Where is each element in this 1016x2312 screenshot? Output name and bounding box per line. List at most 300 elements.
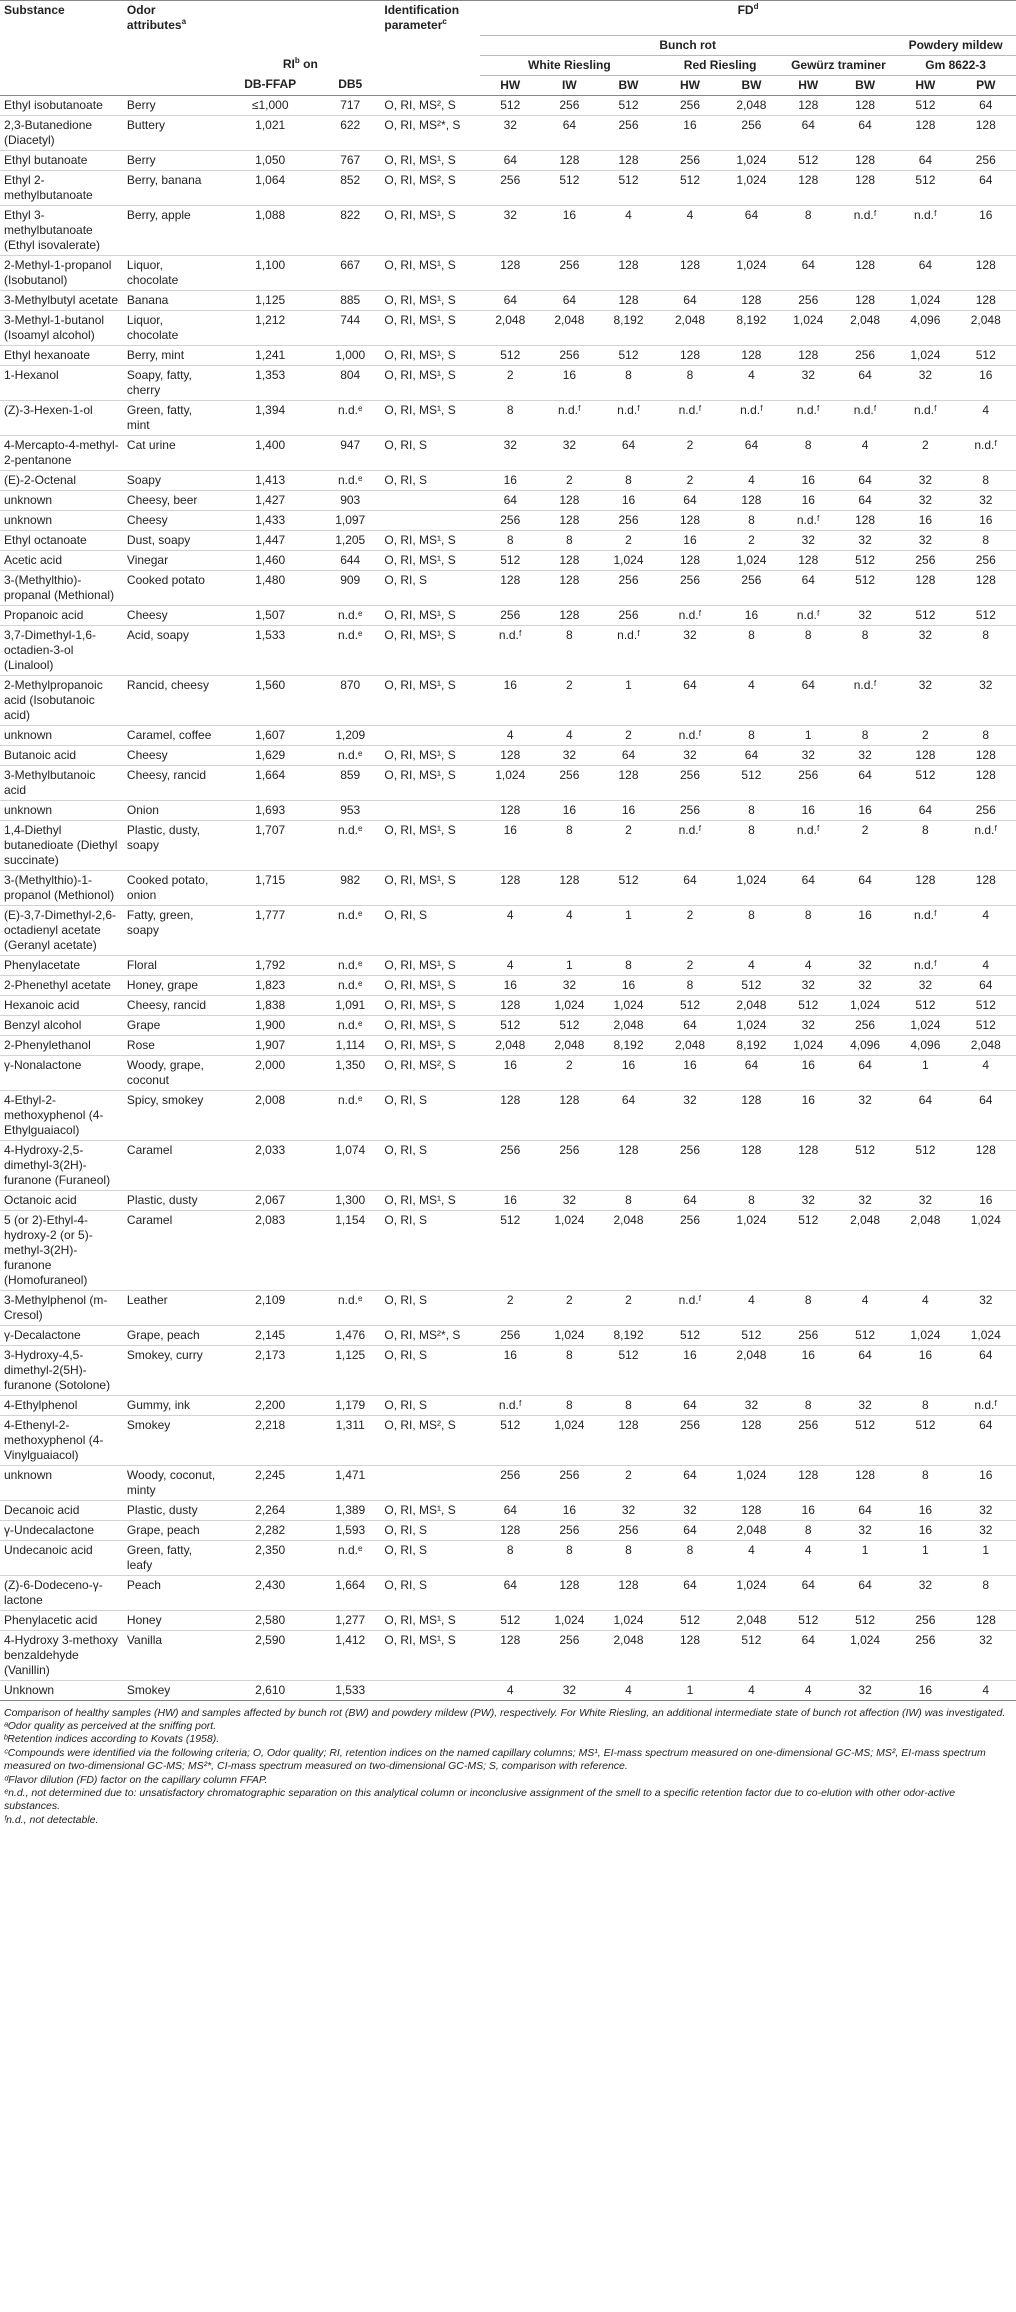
- fd-value-cell: 1,024: [835, 995, 895, 1015]
- fd-value-cell: 4: [782, 1540, 835, 1575]
- fd-value-cell: 512: [721, 1325, 781, 1345]
- fd-value-cell: 128: [480, 800, 540, 820]
- odor-cell: Caramel: [123, 1140, 220, 1190]
- ri-db5-cell: 903: [320, 490, 380, 510]
- fd-value-cell: 2: [540, 470, 598, 490]
- ri-ffap-cell: 1,560: [220, 675, 320, 725]
- ri-db5-cell: 1,300: [320, 1190, 380, 1210]
- fd-value-cell: 16: [540, 365, 598, 400]
- fd-value-cell: 64: [835, 765, 895, 800]
- fd-value-cell: 512: [659, 1325, 722, 1345]
- fd-value-cell: 2: [721, 530, 781, 550]
- fd-value-cell: 1: [659, 1680, 722, 1700]
- fd-value-cell: 4: [956, 905, 1016, 955]
- odor-cell: Cheesy, rancid: [123, 995, 220, 1015]
- header-bunch-rot: Bunch rot: [480, 35, 895, 55]
- fd-value-cell: 16: [480, 820, 540, 870]
- table-row: [0, 995, 1016, 1015]
- fd-value-cell: 512: [956, 605, 1016, 625]
- identification-cell: O, RI, MS¹, S: [380, 310, 480, 345]
- fd-value-cell: 512: [540, 170, 598, 205]
- fd-value-cell: 16: [480, 1055, 540, 1090]
- fd-value-cell: 512: [659, 170, 722, 205]
- ri-db5-cell: 909: [320, 570, 380, 605]
- table-row: [0, 1680, 1016, 1700]
- fd-value-cell: 1,024: [598, 995, 658, 1015]
- fd-value-cell: 64: [659, 290, 722, 310]
- fd-value-cell: 8: [598, 470, 658, 490]
- odor-cell: Spicy, smokey: [123, 1090, 220, 1140]
- ri-db5-cell: n.d.ᵉ: [320, 1540, 380, 1575]
- fd-value-cell: 8: [659, 1540, 722, 1575]
- fd-value-cell: 128: [721, 1090, 781, 1140]
- fd-value-cell: 64: [782, 1630, 835, 1680]
- fd-value-cell: 128: [598, 150, 658, 170]
- odor-cell: Caramel, coffee: [123, 725, 220, 745]
- fd-value-cell: 512: [598, 170, 658, 205]
- fd-value-cell: 4: [480, 955, 540, 975]
- identification-cell: [380, 800, 480, 820]
- fd-value-cell: 32: [659, 1090, 722, 1140]
- fd-value-cell: 1: [895, 1540, 955, 1575]
- fd-value-cell: 2: [598, 530, 658, 550]
- fd-value-cell: 512: [835, 1325, 895, 1345]
- ri-ffap-cell: 1,064: [220, 170, 320, 205]
- identification-cell: O, RI, MS¹, S: [380, 955, 480, 975]
- odor-cell: Rancid, cheesy: [123, 675, 220, 725]
- table-row: [0, 1520, 1016, 1540]
- odor-cell: Cheesy: [123, 745, 220, 765]
- table-row: [0, 1140, 1016, 1190]
- table-row: [0, 800, 1016, 820]
- fd-value-cell: 64: [659, 1465, 722, 1500]
- fd-value-cell: 32: [835, 1395, 895, 1415]
- table-row: [0, 400, 1016, 435]
- substance-cell: (E)-2-Octenal: [0, 470, 123, 490]
- fd-value-cell: 2,048: [598, 1630, 658, 1680]
- identification-cell: O, RI, MS², S: [380, 95, 480, 115]
- fd-value-cell: 16: [782, 800, 835, 820]
- ri-ffap-cell: 1,050: [220, 150, 320, 170]
- fd-value-cell: 256: [540, 1630, 598, 1680]
- fd-value-cell: 128: [480, 870, 540, 905]
- header-red-riesling: Red Riesling: [659, 55, 782, 75]
- fd-value-cell: 2,048: [598, 1015, 658, 1035]
- odor-cell: Onion: [123, 800, 220, 820]
- fd-value-cell: 128: [721, 290, 781, 310]
- fd-value-cell: 4: [721, 955, 781, 975]
- fd-value-cell: 32: [895, 365, 955, 400]
- table-row: [0, 490, 1016, 510]
- footnote: ᶜCompounds were identified via the following criteria; O, Odor quality; RI, retention indices on the named capillary columns; MS¹, EI-mass spectrum measured on one-dimensional GC-MS; MS², EI-mass spectrum measured on two-dimensional GC-MS; MS²*, CI-mass spectrum measured on two-dimensional GC-MS; S, comparison with reference.: [4, 1746, 986, 1773]
- substance-cell: Octanoic acid: [0, 1190, 123, 1210]
- identification-cell: O, RI, S: [380, 1290, 480, 1325]
- identification-cell: O, RI, MS²*, S: [380, 1325, 480, 1345]
- substance-cell: 3-Hydroxy-4,5-dimethyl-2(5H)-furanone (Sotolone): [0, 1345, 123, 1395]
- fd-value-cell: 2,048: [721, 1610, 781, 1630]
- fd-value-cell: 64: [895, 255, 955, 290]
- ri-ffap-cell: 1,125: [220, 290, 320, 310]
- table-row: [0, 1540, 1016, 1575]
- table-row: [0, 345, 1016, 365]
- ri-ffap-cell: 2,580: [220, 1610, 320, 1630]
- fd-value-cell: 1: [540, 955, 598, 975]
- fd-value-cell: 1,024: [598, 1610, 658, 1630]
- identification-cell: O, RI, MS¹, S: [380, 625, 480, 675]
- odor-cell: Smokey: [123, 1680, 220, 1700]
- ri-ffap-cell: 1,664: [220, 765, 320, 800]
- odor-cell: Plastic, dusty: [123, 1190, 220, 1210]
- fd-value-cell: 8: [480, 400, 540, 435]
- fd-value-cell: 2: [659, 955, 722, 975]
- ri-db5-cell: n.d.ᵉ: [320, 470, 380, 490]
- table-row: [0, 820, 1016, 870]
- fd-value-cell: n.d.ᶠ: [659, 1290, 722, 1325]
- ri-db5-cell: 1,350: [320, 1055, 380, 1090]
- fd-value-cell: 2,048: [598, 1210, 658, 1290]
- fd-value-cell: 8: [721, 1190, 781, 1210]
- substance-cell: Ethyl isobutanoate: [0, 95, 123, 115]
- ri-db5-cell: n.d.ᵉ: [320, 400, 380, 435]
- identification-cell: O, RI, S: [380, 1575, 480, 1610]
- fd-value-cell: 128: [895, 115, 955, 150]
- fd-value-cell: 8,192: [598, 310, 658, 345]
- ri-ffap-cell: 1,907: [220, 1035, 320, 1055]
- table-row: [0, 290, 1016, 310]
- fd-value-cell: 256: [659, 1210, 722, 1290]
- odor-cell: Berry, mint: [123, 345, 220, 365]
- ri-ffap-cell: ≤1,000: [220, 95, 320, 115]
- identification-cell: [380, 1465, 480, 1500]
- fd-value-cell: 256: [956, 150, 1016, 170]
- fd-value-cell: 128: [480, 995, 540, 1015]
- fd-value-cell: 2: [835, 820, 895, 870]
- fd-value-cell: 64: [480, 1575, 540, 1610]
- ri-ffap-cell: 1,838: [220, 995, 320, 1015]
- odor-cell: Liquor, chocolate: [123, 310, 220, 345]
- fd-value-cell: 512: [782, 150, 835, 170]
- fd-value-cell: 2,048: [480, 1035, 540, 1055]
- odor-cell: Peach: [123, 1575, 220, 1610]
- fd-value-cell: 64: [956, 95, 1016, 115]
- header-white-riesling: White Riesling: [480, 55, 659, 75]
- odor-cell: Leather: [123, 1290, 220, 1325]
- ri-db5-cell: n.d.ᵉ: [320, 905, 380, 955]
- fd-value-cell: 16: [598, 490, 658, 510]
- identification-cell: O, RI, MS¹, S: [380, 150, 480, 170]
- substance-cell: Unknown: [0, 1680, 123, 1700]
- fd-value-cell: 8: [598, 1395, 658, 1415]
- table-row: [0, 1035, 1016, 1055]
- odor-cell: Woody, grape, coconut: [123, 1055, 220, 1090]
- odor-cell: Honey: [123, 1610, 220, 1630]
- fd-value-cell: 8,192: [598, 1325, 658, 1345]
- fd-value-cell: 64: [659, 675, 722, 725]
- ri-db5-cell: 1,664: [320, 1575, 380, 1610]
- fd-value-cell: 16: [721, 605, 781, 625]
- fd-value-cell: 4: [480, 905, 540, 955]
- fd-value-cell: n.d.ᶠ: [659, 820, 722, 870]
- table-row: [0, 1210, 1016, 1290]
- fd-value-cell: 512: [540, 1015, 598, 1035]
- fd-value-cell: 8: [895, 1465, 955, 1500]
- footnote: ᶠn.d., not detectable.: [4, 1813, 99, 1826]
- substance-cell: Acetic acid: [0, 550, 123, 570]
- fd-value-cell: 128: [598, 1415, 658, 1465]
- ri-db5-cell: n.d.ᵉ: [320, 1090, 380, 1140]
- fd-value-cell: 8: [721, 800, 781, 820]
- fd-value-cell: 256: [835, 1015, 895, 1035]
- ri-db5-cell: n.d.ᵉ: [320, 1015, 380, 1035]
- fd-value-cell: 128: [956, 1610, 1016, 1630]
- odor-cell: Soapy: [123, 470, 220, 490]
- identification-cell: O, RI, MS¹, S: [380, 290, 480, 310]
- substance-cell: Butanoic acid: [0, 745, 123, 765]
- ri-ffap-cell: 1,900: [220, 1015, 320, 1035]
- fd-value-cell: 512: [895, 995, 955, 1015]
- identification-cell: O, RI, MS¹, S: [380, 1035, 480, 1055]
- fd-value-cell: 256: [540, 1140, 598, 1190]
- fd-value-cell: 4: [659, 205, 722, 255]
- fd-value-cell: 1: [835, 1540, 895, 1575]
- fd-value-cell: 512: [480, 550, 540, 570]
- table-row: [0, 745, 1016, 765]
- fd-value-cell: 64: [835, 365, 895, 400]
- fd-value-cell: 1,024: [721, 1210, 781, 1290]
- fd-value-cell: 512: [659, 1610, 722, 1630]
- table-row: [0, 1290, 1016, 1325]
- fd-value-cell: n.d.ᶠ: [598, 625, 658, 675]
- fd-value-cell: 1,024: [895, 290, 955, 310]
- fd-value-cell: 4: [721, 675, 781, 725]
- table-row: [0, 1575, 1016, 1610]
- substance-cell: γ-Undecalactone: [0, 1520, 123, 1540]
- ri-ffap-cell: 2,218: [220, 1415, 320, 1465]
- footnote: ᵇRetention indices according to Kovats (1958).: [4, 1733, 220, 1746]
- table-row: [0, 1500, 1016, 1520]
- identification-cell: O, RI, MS², S: [380, 1415, 480, 1465]
- substance-cell: Undecanoic acid: [0, 1540, 123, 1575]
- fd-value-cell: 2,048: [540, 1035, 598, 1055]
- identification-cell: O, RI, S: [380, 1140, 480, 1190]
- fd-value-cell: 256: [721, 115, 781, 150]
- fd-value-cell: 32: [956, 490, 1016, 510]
- table-row: [0, 365, 1016, 400]
- fd-value-cell: 16: [480, 470, 540, 490]
- fd-value-cell: 256: [782, 765, 835, 800]
- identification-cell: O, RI, MS¹, S: [380, 765, 480, 800]
- odor-cell: Berry: [123, 150, 220, 170]
- fd-value-cell: 512: [598, 345, 658, 365]
- identification-cell: O, RI, MS¹, S: [380, 1630, 480, 1680]
- ri-ffap-cell: 1,480: [220, 570, 320, 605]
- identification-cell: O, RI, S: [380, 1395, 480, 1415]
- fd-value-cell: 8: [659, 975, 722, 995]
- fd-value-cell: 512: [956, 345, 1016, 365]
- identification-cell: O, RI, MS¹, S: [380, 345, 480, 365]
- header-db5: DB5: [338, 77, 363, 91]
- header-powdery-mildew: Powdery mildew: [895, 35, 1016, 55]
- substance-cell: 5 (or 2)-Ethyl-4-hydroxy-2 (or 5)-methyl-3(2H)-furanone (Homofuraneol): [0, 1210, 123, 1290]
- fd-value-cell: 128: [721, 490, 781, 510]
- fd-value-cell: 1: [956, 1540, 1016, 1575]
- ri-ffap-cell: 2,173: [220, 1345, 320, 1395]
- fd-value-cell: 4: [721, 1290, 781, 1325]
- fd-value-cell: n.d.ᶠ: [895, 955, 955, 975]
- fd-value-cell: n.d.ᶠ: [659, 725, 722, 745]
- fd-value-cell: 4: [782, 955, 835, 975]
- odor-cell: Floral: [123, 955, 220, 975]
- table-row: [0, 1055, 1016, 1090]
- fd-value-cell: 32: [782, 745, 835, 765]
- ri-ffap-cell: 1,823: [220, 975, 320, 995]
- fd-value-cell: 64: [782, 115, 835, 150]
- fd-value-cell: 16: [956, 365, 1016, 400]
- fd-value-cell: 1,024: [956, 1325, 1016, 1345]
- ri-db5-cell: 1,593: [320, 1520, 380, 1540]
- fd-value-cell: 16: [782, 1345, 835, 1395]
- fd-value-cell: 2: [540, 1055, 598, 1090]
- fd-value-cell: 1,024: [540, 995, 598, 1015]
- fd-value-cell: 4,096: [835, 1035, 895, 1055]
- substance-cell: 3,7-Dimethyl-1,6-octadien-3-ol (Linalool): [0, 625, 123, 675]
- fd-value-cell: 128: [598, 765, 658, 800]
- ri-ffap-cell: 2,145: [220, 1325, 320, 1345]
- substance-cell: 4-Hydroxy 3-methoxy benzaldehyde (Vanillin): [0, 1630, 123, 1680]
- fd-value-cell: 32: [956, 1500, 1016, 1520]
- odor-cell: Grape, peach: [123, 1325, 220, 1345]
- fd-value-cell: 512: [480, 1610, 540, 1630]
- fd-value-cell: 1,024: [721, 1465, 781, 1500]
- fd-value-cell: 128: [721, 1500, 781, 1520]
- ri-db5-cell: 1,389: [320, 1500, 380, 1520]
- fd-value-cell: 16: [835, 905, 895, 955]
- fd-value-cell: 128: [480, 1090, 540, 1140]
- fd-value-cell: 128: [895, 745, 955, 765]
- fd-value-cell: 64: [956, 1415, 1016, 1465]
- fd-value-cell: 32: [782, 530, 835, 550]
- fd-value-cell: 64: [835, 490, 895, 510]
- fd-value-cell: 1: [598, 905, 658, 955]
- fd-value-cell: 8: [956, 725, 1016, 745]
- identification-cell: O, RI, MS¹, S: [380, 1190, 480, 1210]
- fd-value-cell: 8,192: [598, 1035, 658, 1055]
- table-row: [0, 1190, 1016, 1210]
- fd-value-cell: n.d.ᶠ: [480, 625, 540, 675]
- fd-value-cell: 256: [598, 605, 658, 625]
- fd-value-cell: 256: [895, 1610, 955, 1630]
- fd-value-cell: 2: [598, 725, 658, 745]
- ri-ffap-cell: 2,590: [220, 1630, 320, 1680]
- fd-value-cell: 512: [782, 1210, 835, 1290]
- fd-value-cell: 16: [540, 800, 598, 820]
- identification-cell: O, RI, S: [380, 1210, 480, 1290]
- fd-value-cell: 32: [480, 205, 540, 255]
- ri-ffap-cell: 1,460: [220, 550, 320, 570]
- fd-value-cell: 8: [895, 1395, 955, 1415]
- ri-ffap-cell: 1,533: [220, 625, 320, 675]
- odor-cell: Cheesy, rancid: [123, 765, 220, 800]
- fd-value-cell: 8: [721, 725, 781, 745]
- header-hw: HW: [915, 77, 936, 92]
- fd-value-cell: 16: [895, 1520, 955, 1540]
- fd-value-cell: 1,024: [540, 1415, 598, 1465]
- table-row: [0, 1325, 1016, 1345]
- fd-value-cell: 32: [895, 1575, 955, 1610]
- fd-value-cell: 1,024: [480, 765, 540, 800]
- fd-value-cell: 2,048: [835, 310, 895, 345]
- substance-cell: unknown: [0, 490, 123, 510]
- header-hw: HW: [679, 77, 700, 92]
- fd-value-cell: 128: [721, 345, 781, 365]
- fd-value-cell: 16: [956, 510, 1016, 530]
- fd-value-cell: 4: [721, 365, 781, 400]
- fd-value-cell: 16: [540, 205, 598, 255]
- fd-value-cell: 128: [721, 1140, 781, 1190]
- fd-value-cell: 64: [895, 800, 955, 820]
- fd-value-cell: 8: [956, 625, 1016, 675]
- fd-value-cell: 512: [835, 1610, 895, 1630]
- fd-value-cell: 64: [659, 490, 722, 510]
- table-row: [0, 1630, 1016, 1680]
- substance-cell: unknown: [0, 510, 123, 530]
- table-row: [0, 470, 1016, 490]
- fd-value-cell: 32: [782, 1190, 835, 1210]
- ri-db5-cell: 1,277: [320, 1610, 380, 1630]
- fd-value-cell: 512: [835, 1140, 895, 1190]
- fd-value-cell: 256: [480, 1140, 540, 1190]
- table-row: [0, 675, 1016, 725]
- fd-value-cell: 128: [956, 290, 1016, 310]
- fd-value-cell: 32: [895, 530, 955, 550]
- table-row: [0, 975, 1016, 995]
- ri-db5-cell: 885: [320, 290, 380, 310]
- table-row: [0, 115, 1016, 150]
- ri-ffap-cell: 1,433: [220, 510, 320, 530]
- substance-cell: Phenylacetic acid: [0, 1610, 123, 1630]
- fd-value-cell: 32: [782, 975, 835, 995]
- ri-ffap-cell: 2,000: [220, 1055, 320, 1090]
- ri-ffap-cell: 2,033: [220, 1140, 320, 1190]
- fd-value-cell: 32: [895, 675, 955, 725]
- fd-value-cell: 128: [480, 745, 540, 765]
- fd-value-cell: 128: [895, 570, 955, 605]
- ri-db5-cell: 804: [320, 365, 380, 400]
- identification-cell: [380, 725, 480, 745]
- fd-value-cell: 128: [956, 765, 1016, 800]
- fd-value-cell: 4: [480, 1680, 540, 1700]
- odor-cell: Caramel: [123, 1210, 220, 1290]
- fd-value-cell: 1: [782, 725, 835, 745]
- fd-value-cell: 128: [782, 345, 835, 365]
- ri-ffap-cell: 2,430: [220, 1575, 320, 1610]
- fd-value-cell: 128: [540, 150, 598, 170]
- fd-value-cell: 512: [721, 1630, 781, 1680]
- fd-value-cell: 32: [956, 1290, 1016, 1325]
- fd-value-cell: 128: [782, 1465, 835, 1500]
- table-row: [0, 310, 1016, 345]
- ri-db5-cell: 1,209: [320, 725, 380, 745]
- table-row: [0, 870, 1016, 905]
- ri-ffap-cell: 1,715: [220, 870, 320, 905]
- fd-value-cell: 512: [598, 1345, 658, 1395]
- fd-value-cell: 8: [721, 510, 781, 530]
- ri-db5-cell: 953: [320, 800, 380, 820]
- table-row: [0, 1345, 1016, 1395]
- fd-value-cell: 8: [835, 725, 895, 745]
- fd-value-cell: 16: [659, 115, 722, 150]
- odor-cell: Green, fatty, mint: [123, 400, 220, 435]
